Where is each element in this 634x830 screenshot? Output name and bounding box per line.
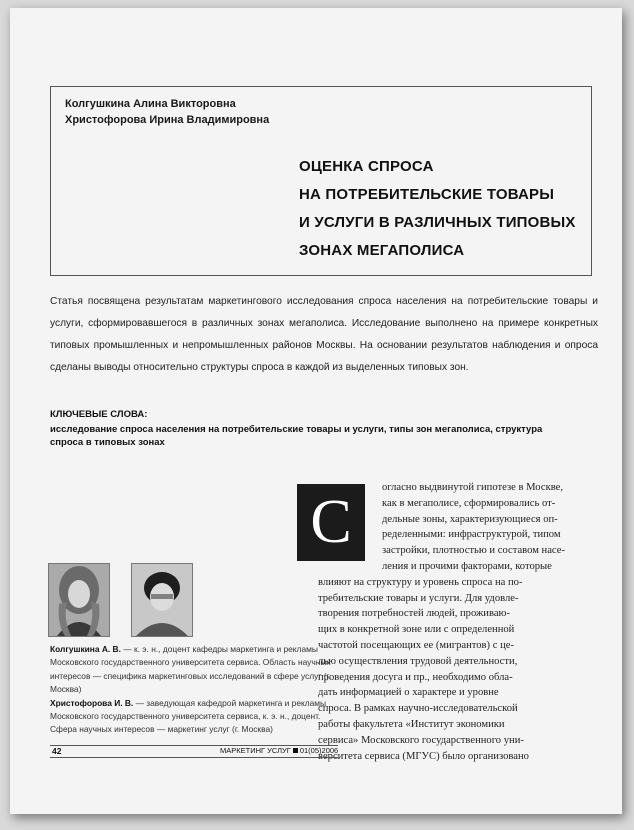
body-line: дельные зоны, характеризующиеся оп- [382,513,558,525]
title-line: ОЦЕНКА СПРОСА [299,158,434,175]
title-line: НА ПОТРЕБИТЕЛЬСКИЕ ТОВАРЫ [299,186,555,203]
bio-text: — к. э. н., доцент кафедры маркетинга и рекламы Московского государственного университета сервиса. Область научных интересов — специфика маркетинговых исследований в сфере услуг (г. Москва) [50,644,331,695]
author-name: Колгушкина Алина Викторовна [65,98,236,110]
title-line: ЗОНАХ МЕГАПОЛИСА [299,242,465,259]
body-line: требительские товары и услуги. Для удовле- [318,592,519,604]
keywords-text: исследование спроса населения на потребительские товары и услуги, типы зон мегаполиса, структура спроса в типовых зонах [50,424,543,448]
title-line: И УСЛУГИ В РАЗЛИЧНЫХ ТИПОВЫХ [299,214,576,231]
journal-page [10,8,622,814]
body-line: сервиса» Московского государственного уни- [318,734,524,746]
square-bullet-icon [293,748,298,753]
author-photo-khristoforova [131,563,193,637]
body-line: огласно выдвинутой гипотезе в Москве, [382,482,564,493]
body-line: влияют на структуру и уровень спроса на по- [318,576,523,588]
keywords-heading: КЛЮЧЕВЫЕ СЛОВА: [50,409,148,420]
author-bios [50,643,338,737]
issue-number: 01(05)2006 [299,746,339,755]
bio-name: Колгушкина А. В. [50,644,121,654]
body-line: ределенными: инфраструктурой, типом [382,529,561,541]
footer-journal [220,746,338,755]
body-line: как в мегаполисе, сформировались от- [382,497,556,509]
body-line: лью осуществления трудовой деятельности, [318,655,518,667]
body-line: верситета сервиса (МГУС) было организовано [318,750,529,762]
bio-entry [50,697,338,737]
author-name: Христофорова Ирина Владимировна [65,114,270,126]
body-text [318,480,580,764]
body-line: творения потребностей людей, проживаю- [318,608,510,620]
article-header-box [50,86,592,276]
drop-cap: С [297,484,365,561]
journal-name: МАРКЕТИНГ УСЛУГ [220,746,291,755]
body-line: проведения досуга и пр., необходимо обла- [318,671,513,683]
portrait-image [49,564,109,636]
page-number: 42 [52,746,62,756]
body-line: работы факультета «Институт экономики [318,718,505,730]
author-photo-kolgushkina [48,563,110,637]
portrait-image [132,564,192,636]
bio-name: Христофорова И. В. [50,697,134,708]
body-line: спроса. В рамках научно-исследовательской [318,703,518,715]
bio-entry [50,643,338,697]
body-line: щих в конкретной зоне или с определенной [318,624,515,636]
body-line: частотой посещающих ее (мигрантов) с це- [318,639,514,651]
body-line: ления и прочими факторами, которые [382,560,552,572]
article-title [299,153,576,265]
bio-text: — заведующая кафедрой маркетинга и рекламы Московского государственного университета сервиса, к. э. н., доцент. Сфера научных интересов — маркетинг услуг (г. Москва) [50,697,327,735]
body-line: дать информацией о характере и уровне [318,687,499,699]
authors-block [65,96,269,128]
body-line: застройки, плотностью и составом насе- [382,545,565,557]
abstract: Статья посвящена результатам маркетингового исследования спроса населения на потребительские товары и услуги, сформировавшегося в различных зонах мегаполиса. Исследование выполнено на примере конкретных типовых промышленных и непромышленных районов Москвы. На основании результатов наблюдения и опроса сделаны выводы относительно структуры спроса в каждой из выделенных типовых зон. [50,296,598,373]
